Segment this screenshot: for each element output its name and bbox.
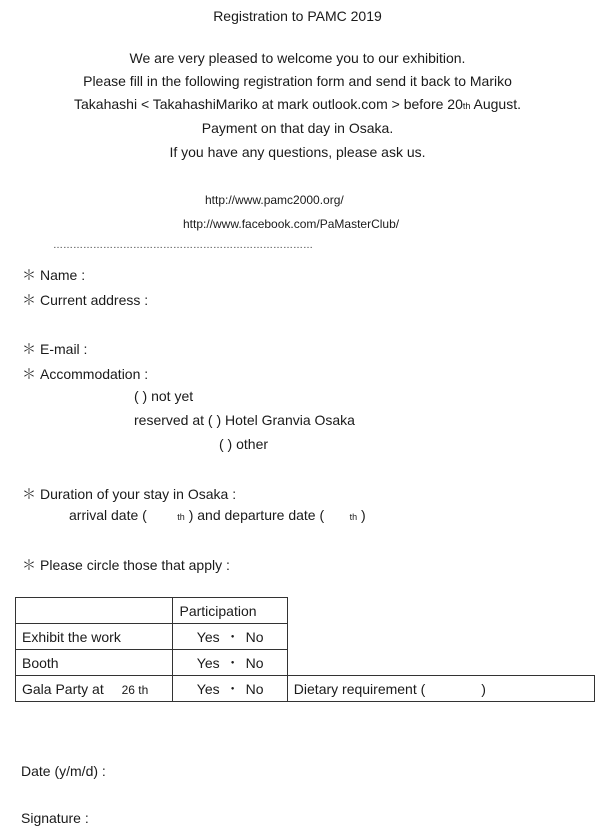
bullet-star-icon: ＊: [22, 341, 36, 357]
yes-option[interactable]: Yes: [196, 654, 220, 671]
departure-label: ) and departure date (: [188, 507, 325, 523]
no-option[interactable]: No: [245, 628, 264, 645]
email-field[interactable]: [22, 339, 87, 359]
address-label: Current address :: [40, 292, 149, 308]
duration-label: Duration of your stay in Osaka :: [40, 486, 237, 502]
table-row: [16, 624, 595, 650]
yes-option[interactable]: Yes: [196, 628, 220, 645]
gala-date: 26 th: [121, 682, 149, 697]
email-label: E-mail :: [40, 341, 88, 357]
bullet-star-icon: ＊: [22, 557, 36, 573]
intro-line-5: If you have any questions, please ask us.: [169, 144, 426, 160]
intro-line-4: Payment on that day in Osaka.: [201, 120, 394, 136]
participation-header: Participation: [173, 598, 287, 624]
table-row: [16, 650, 595, 676]
yes-no-exhibit[interactable]: [173, 624, 287, 650]
intro-line-3: [0, 96, 595, 112]
accommodation-label: Accommodation :: [40, 366, 149, 382]
arrival-th: th: [177, 512, 185, 522]
yes-no-booth[interactable]: [173, 650, 287, 676]
option-hotel-granvia[interactable]: reserved at ( ) Hotel Granvia Osaka: [134, 412, 355, 428]
arrival-departure-line[interactable]: [69, 507, 366, 523]
intro-line-3-end: August.: [470, 96, 521, 112]
arrival-label: arrival date (: [69, 507, 147, 523]
dietary-label: Dietary requirement (: [293, 680, 426, 697]
name-field[interactable]: [22, 265, 85, 285]
intro-line-2: Please fill in the following registration form and send it back to Mariko: [83, 73, 512, 89]
departure-th: th: [349, 512, 358, 522]
circle-label: Please circle those that apply :: [40, 557, 230, 573]
header-spacer: [287, 598, 594, 624]
separator-dot: ・: [225, 628, 240, 645]
website-link[interactable]: http://www.pamc2000.org/: [205, 193, 344, 207]
option-not-yet[interactable]: ( ) not yet: [134, 388, 194, 404]
signature-field[interactable]: Signature :: [21, 810, 89, 826]
table-row: [16, 676, 595, 702]
header-blank-cell: [16, 598, 173, 624]
bullet-star-icon: ＊: [22, 292, 36, 308]
table-header-row: [16, 598, 595, 624]
row-spacer: [287, 624, 594, 650]
gala-label: Gala Party at: [22, 680, 104, 697]
form-title: Registration to PAMC 2019: [213, 8, 382, 24]
row-spacer: [287, 650, 594, 676]
duration-field: [22, 484, 236, 504]
name-label: Name :: [40, 267, 86, 283]
intro-line-1: We are very pleased to welcome you to our exhibition.: [129, 50, 466, 66]
intro-line-3-suffix: th: [462, 101, 471, 111]
bullet-star-icon: ＊: [22, 366, 36, 382]
yes-option[interactable]: Yes: [196, 680, 220, 697]
option-other[interactable]: ( ) other: [219, 436, 269, 452]
separator-dot: ・: [225, 680, 240, 697]
yes-no-gala[interactable]: [173, 676, 287, 702]
row-label-exhibit: Exhibit the work: [16, 624, 173, 650]
row-label-gala: [16, 676, 173, 702]
accommodation-field: [22, 364, 148, 384]
bullet-star-icon: ＊: [22, 486, 36, 502]
departure-close: ): [361, 507, 366, 523]
separator-line: ……………………………………………………………………: [53, 240, 313, 251]
dietary-requirement-cell[interactable]: [287, 676, 594, 702]
no-option[interactable]: No: [245, 654, 264, 671]
row-label-booth: Booth: [16, 650, 173, 676]
bullet-star-icon: ＊: [22, 267, 36, 283]
no-option[interactable]: No: [245, 680, 264, 697]
circle-instruction: [22, 555, 230, 575]
date-field[interactable]: Date (y/m/d) :: [21, 763, 106, 779]
intro-line-3-text: Takahashi < TakahashiMariko at mark outlook.com > before 20: [74, 96, 463, 112]
address-field[interactable]: [22, 290, 148, 310]
separator-dot: ・: [225, 654, 240, 671]
participation-table: [15, 597, 595, 702]
facebook-link[interactable]: http://www.facebook.com/PaMasterClub/: [183, 217, 400, 231]
dietary-close: ): [481, 680, 486, 697]
